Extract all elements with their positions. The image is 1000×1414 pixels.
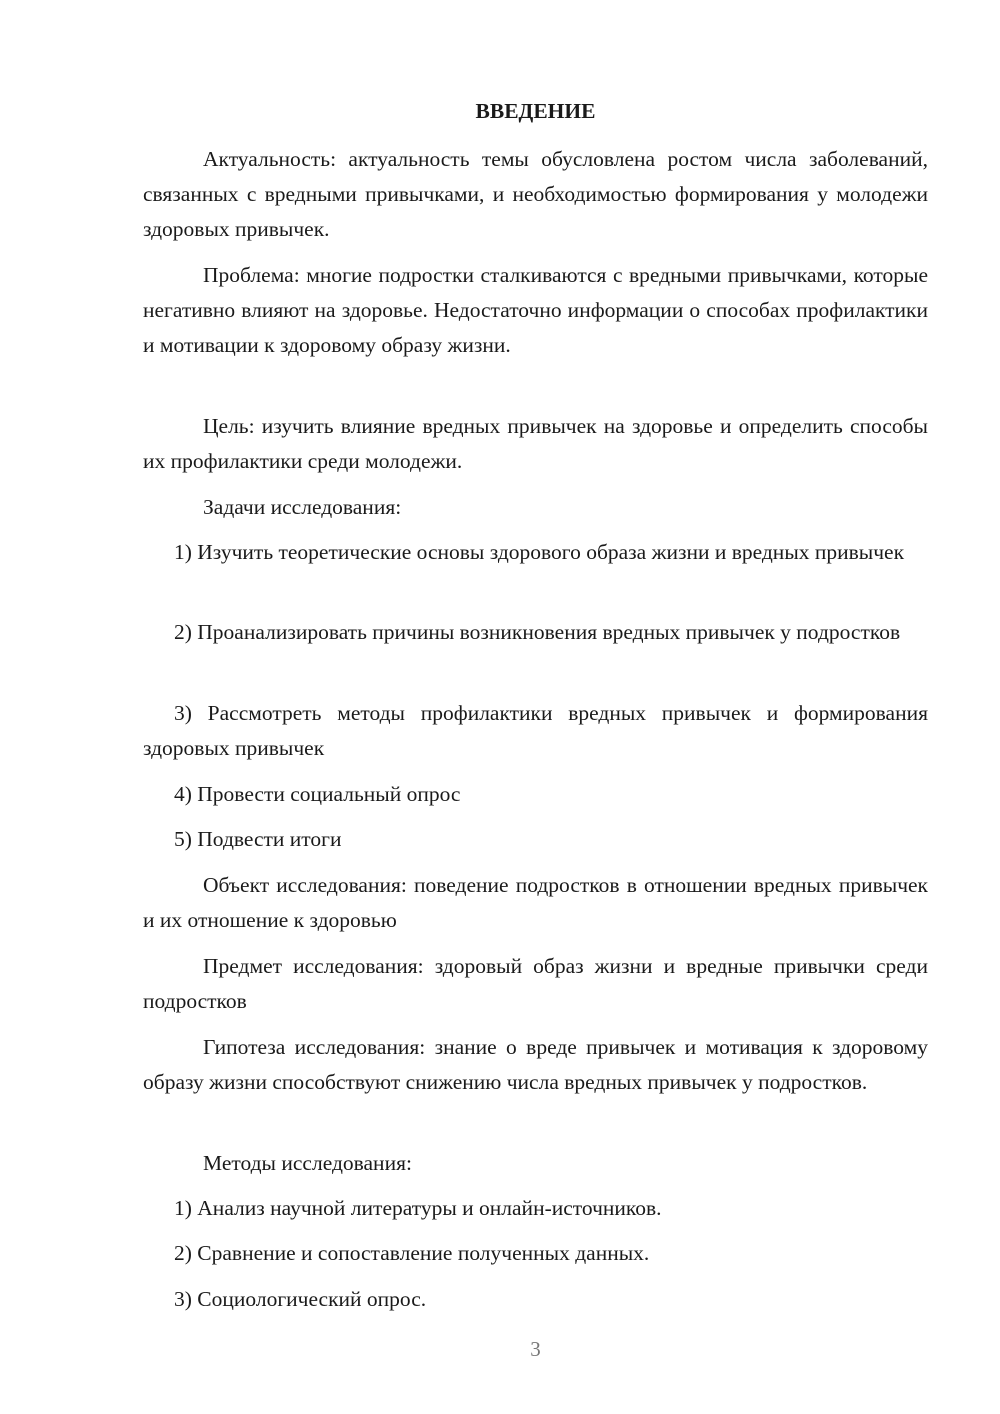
goal-paragraph: Цель: изучить влияние вредных привычек на здоровье и определить способы их профилактики среди молодежи. — [143, 414, 928, 473]
subject-paragraph: Предмет исследования: здоровый образ жизни и вредные привычки среди подростков — [143, 954, 928, 1013]
task-item-4: 4) Провести социальный опрос — [174, 782, 461, 806]
hypothesis-paragraph: Гипотеза исследования: знание о вреде привычек и мотивация к здоровому образу жизни способствуют снижению числа вредных привычек у подростков. — [143, 1035, 928, 1094]
method-item-3: 3) Социологический опрос. — [174, 1287, 427, 1311]
section-title: ВВЕДЕНИЕ — [475, 99, 596, 123]
object-paragraph: Объект исследования: поведение подростков в отношении вредных привычек и их отношение к здоровью — [143, 873, 928, 932]
task-item-3: 3) Рассмотреть методы профилактики вредных привычек и формирования здоровых привычек — [143, 701, 928, 760]
document-page — [143, 0, 928, 1414]
tasks-heading: Задачи исследования: — [203, 495, 402, 519]
method-item-2: 2) Сравнение и сопоставление полученных данных. — [174, 1241, 650, 1265]
method-item-1: 1) Анализ научной литературы и онлайн-источников. — [174, 1196, 662, 1220]
methods-heading: Методы исследования: — [203, 1151, 412, 1175]
page-number: 3 — [530, 1337, 541, 1361]
task-item-2: 2) Проанализировать причины возникновения вредных привычек у подростков — [174, 620, 901, 644]
task-item-5: 5) Подвести итоги — [174, 827, 342, 851]
relevance-paragraph: Актуальность: актуальность темы обусловлена ростом числа заболеваний, связанных с вредными привычками, и необходимостью формирования у молодежи здоровых привычек. — [143, 147, 928, 241]
task-item-1: 1) Изучить теоретические основы здорового образа жизни и вредных привычек — [174, 540, 905, 564]
problem-paragraph: Проблема: многие подростки сталкиваются с вредными привычками, которые негативно влияют на здоровье. Недостаточно информации о способах профилактики и мотивации к здоровому образу жизни. — [143, 263, 928, 357]
